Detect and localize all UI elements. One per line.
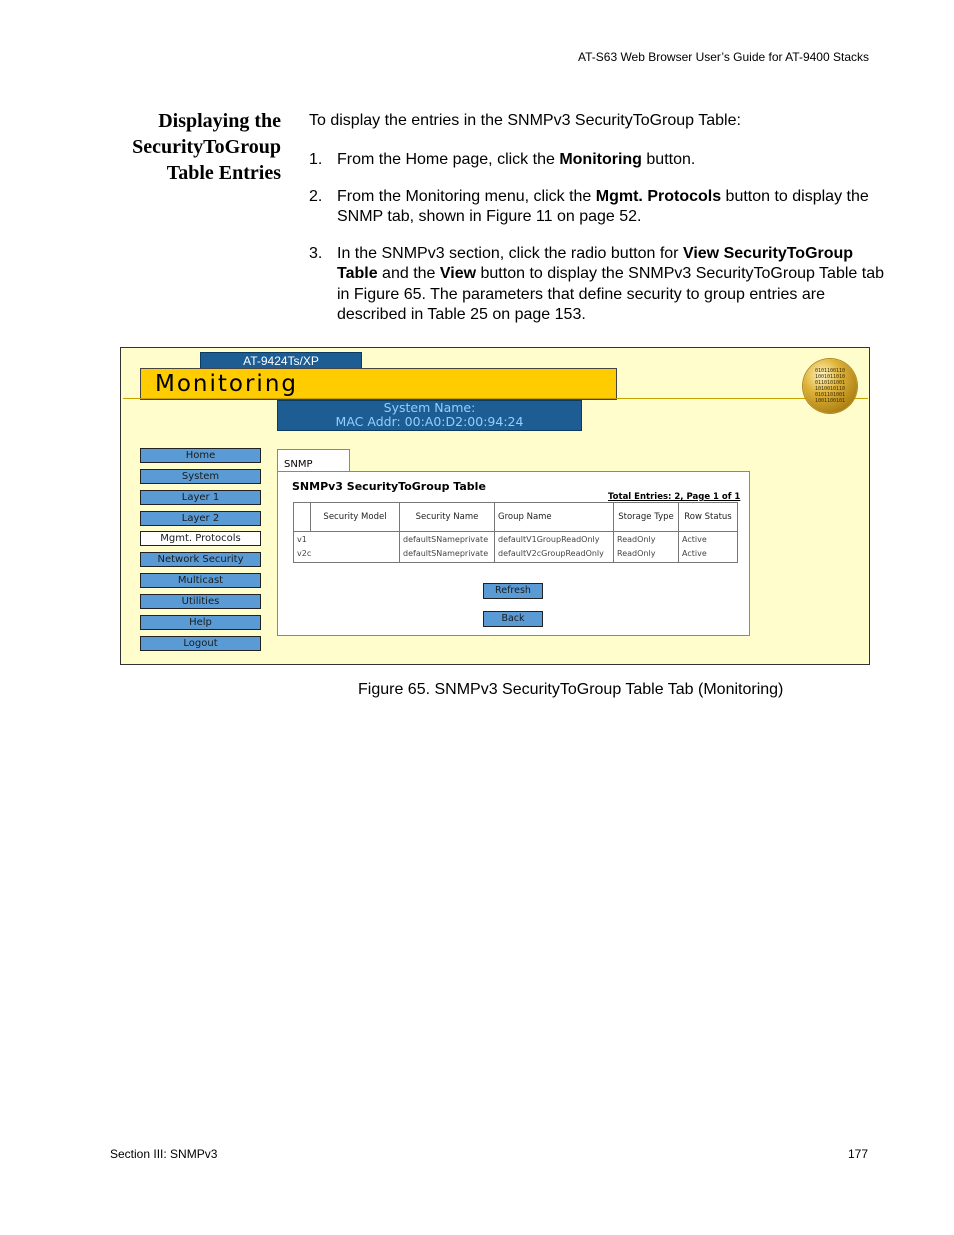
nav-layer1-button[interactable]: Layer 1 [140,490,261,505]
column-header: Row Status [679,503,738,532]
tab-snmp[interactable]: SNMP [277,449,350,471]
table-row[interactable] [294,532,738,547]
column-header: Group Name [495,503,614,532]
nav-home-button[interactable]: Home [140,448,261,463]
security-to-group-table [293,502,738,563]
table-cell: Active [679,546,738,563]
nav-mgmt-protocols-button[interactable]: Mgmt. Protocols [140,531,261,546]
column-header: Security Name [400,503,495,532]
table-cell: v2c [294,546,400,563]
step-1 [309,150,884,171]
section-title-line: Displaying the [158,110,281,132]
nav-layer2-button[interactable]: Layer 2 [140,511,261,526]
step-emphasis: Mgmt. Protocols [595,187,722,205]
table-title: SNMPv3 SecurityToGroup Table [292,480,486,493]
total-entries: Total Entries: 2, Page 1 of 1 [608,492,741,502]
nav-multicast-button[interactable]: Multicast [140,573,261,588]
column-header: Storage Type [614,503,679,532]
model-tab: AT-9424Ts/XP [200,352,362,370]
system-info-box [277,400,582,431]
table-cell: defaultSNameprivate [400,546,495,563]
nav-help-button[interactable]: Help [140,615,261,630]
table-cell: ReadOnly [614,532,679,547]
section-title-line: Table Entries [166,162,281,184]
step-emphasis: Monitoring [559,151,642,168]
back-button[interactable]: Back [483,611,543,627]
step-text: From the Home page, click the [337,151,560,168]
step-number: 1. [309,151,323,168]
step-text: button to display the SNMP tab, shown in Figure 11 on page 52. [337,187,869,225]
step-2 [309,187,884,228]
system-name-label: System Name: [383,400,476,415]
table-cell: ReadOnly [614,546,679,563]
nav-system-button[interactable]: System [140,469,261,484]
select-column-header [294,503,311,532]
table-cell: defaultV1GroupReadOnly [495,532,614,547]
step-number: 2. [309,187,323,205]
section-title [90,108,281,186]
table-header-row [294,503,738,532]
section-title-line: SecurityToGroup [132,136,281,158]
refresh-button[interactable]: Refresh [483,583,543,599]
step-text: button to display the SNMPv3 SecurityToGroup Table tab in Figure 65. The parameters that define security to group entries are described in Table 25 on page 153. [337,265,884,323]
step-emphasis: View [439,265,477,282]
column-header: Security Model [311,503,400,532]
step-text: button. [641,151,696,168]
table-cell: defaultV2cGroupReadOnly [495,546,614,563]
table-cell: Active [679,532,738,547]
step-text: and the [377,265,440,282]
step-text: In the SNMPv3 section, click the radio button for [337,244,683,262]
step-emphasis: View SecurityToGroup Table [337,244,854,282]
nav-logout-button[interactable]: Logout [140,636,261,651]
table-cell: defaultSNameprivate [400,532,495,547]
table-cell: v1 [294,532,400,547]
page-number: 177 [847,1147,868,1161]
table-row[interactable] [294,546,738,563]
procedure-steps [309,150,884,342]
nav-network-security-button[interactable]: Network Security [140,552,261,567]
step-text: From the Monitoring menu, click the [337,187,596,205]
step-3 [309,244,884,326]
mac-address: MAC Addr: 00:A0:D2:00:94:24 [335,413,524,429]
intro-text: To display the entries in the SNMPv3 SecurityToGroup Table: [309,112,741,129]
step-number: 3. [309,244,323,262]
monitoring-title: Monitoring [155,371,298,397]
banner-divider [123,398,868,399]
footer-section: Section III: SNMPv3 [110,1147,218,1161]
running-header: AT-S63 Web Browser User’s Guide for AT-9400 Stacks [577,50,869,64]
globe-bits: 0101100110 1001011010 0110101001 1010010110 0101101001 1001100101 [814,368,846,404]
figure-caption: Figure 65. SNMPv3 SecurityToGroup Table Tab (Monitoring) [358,681,784,698]
nav-utilities-button[interactable]: Utilities [140,594,261,609]
